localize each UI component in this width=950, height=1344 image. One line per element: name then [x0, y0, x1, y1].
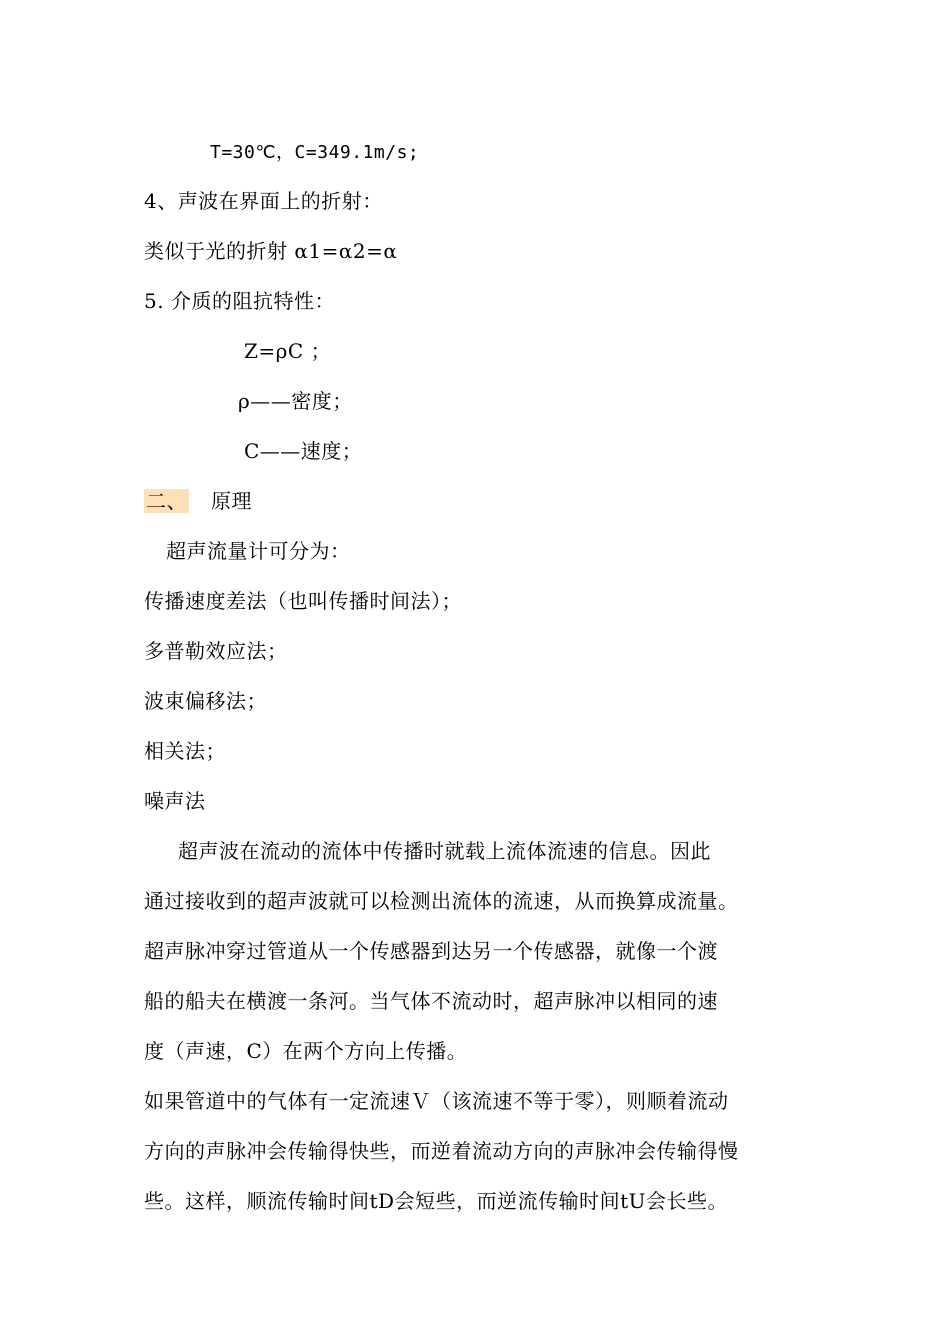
paragraph-line: 船的船夫在横渡一条河。当气体不流动时，超声脉冲以相同的速	[144, 989, 718, 1013]
paragraph-line: 度（声速，C）在两个方向上传播。	[144, 1039, 468, 1063]
method-list-item: 多普勒效应法；	[144, 639, 288, 663]
speed-definition: C——速度；	[244, 439, 363, 463]
method-list-item: 波束偏移法；	[144, 689, 267, 713]
section-2-number-highlight: 二、	[146, 489, 187, 513]
section-4-heading: 4、声波在界面上的折射：	[144, 189, 383, 213]
refraction-formula-line: 类似于光的折射 α1=α2=α	[144, 239, 398, 263]
section-2-title: 原理	[211, 489, 252, 513]
density-definition: ρ——密度；	[238, 389, 353, 413]
paragraph-line: 超声波在流动的流体中传播时就载上流体流速的信息。因此	[178, 839, 711, 863]
classification-intro: 超声流量计可分为：	[166, 539, 351, 563]
method-list-item: 相关法；	[144, 739, 226, 763]
paragraph-line: 超声脉冲穿过管道从一个传感器到达另一个传感器，就像一个渡	[144, 939, 718, 963]
method-list-item: 传播速度差法（也叫传播时间法）；	[144, 589, 462, 613]
paragraph-line: 通过接收到的超声波就可以检测出流体的流速，从而换算成流量。	[144, 889, 739, 913]
temperature-speed-line: T=30℃，C=349.1m/s;	[210, 142, 420, 163]
paragraph-line: 如果管道中的气体有一定流速Ｖ（该流速不等于零），则顺着流动	[144, 1089, 729, 1113]
paragraph-line: 方向的声脉冲会传输得快些，而逆着流动方向的声脉冲会传输得慢	[144, 1139, 739, 1163]
section-2-number	[144, 488, 189, 514]
method-list-item: 噪声法	[144, 789, 206, 813]
paragraph-line: 些。这样，顺流传输时间tD会短些，而逆流传输时间tU会长些。	[144, 1189, 728, 1213]
section-5-heading: 5. 介质的阻抗特性：	[144, 289, 335, 313]
impedance-formula: Z=ρC ；	[244, 339, 332, 363]
